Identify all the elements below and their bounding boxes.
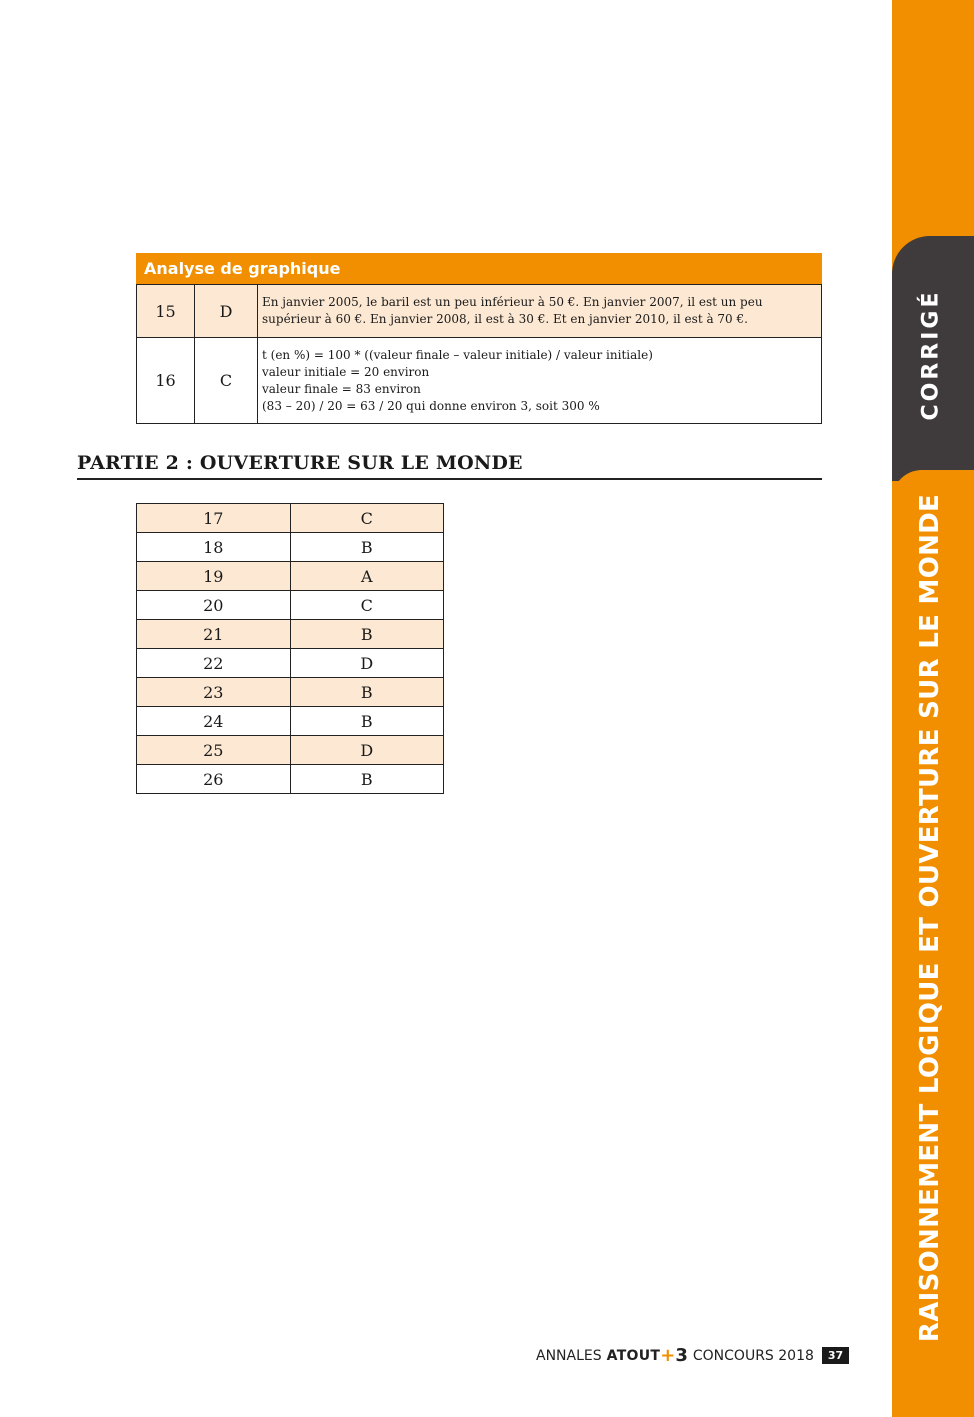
answer-letter: C [195,338,258,424]
question-number: 24 [137,707,291,736]
explanation [258,285,822,338]
explanation-line: supérieur à 60 €. En janvier 2008, il est à 30 €. Et en janvier 2010, il est à 70 €. [262,312,748,326]
footer-annales: ANNALES [536,1347,602,1364]
footer-brand-plus: + [660,1345,676,1366]
question-number: 21 [137,620,291,649]
explanation-line: t (en %) = 100 * ((valeur finale – valeur initiale) / valeur initiale) [262,347,653,362]
table-row [137,649,444,678]
question-number: 15 [137,285,195,338]
explanation-line: (83 – 20) / 20 = 63 / 20 qui donne environ 3, soit 300 % [262,398,600,413]
explanation [258,338,822,424]
analyse-header: Analyse de graphique [136,253,822,284]
question-number: 17 [137,504,291,533]
explanation-line: En janvier 2005, le baril est un peu inférieur à 50 €. En janvier 2007, il est un peu [262,295,763,309]
table-row [137,338,822,424]
table-row [137,504,444,533]
analyse-table [136,284,822,424]
question-number: 16 [137,338,195,424]
section-heading: PARTIE 2 : OUVERTURE SUR LE MONDE [77,452,523,474]
question-number: 18 [137,533,291,562]
table-row [137,285,822,338]
table-row [137,765,444,794]
table-row [137,736,444,765]
table-row [137,533,444,562]
question-number: 20 [137,591,291,620]
page-footer [536,1345,849,1366]
explanation-line: valeur initiale = 20 environ [262,364,430,379]
footer-concours: CONCOURS 2018 [692,1347,814,1364]
question-number: 19 [137,562,291,591]
answer-letter: D [290,736,444,765]
table-row [137,678,444,707]
answer-letter: B [290,678,444,707]
answer-letter: A [290,562,444,591]
answer-letter: B [290,707,444,736]
answer-letter: B [290,620,444,649]
explanation-line: valeur finale = 83 environ [262,381,421,396]
page-number: 37 [822,1347,849,1364]
question-number: 23 [137,678,291,707]
answer-letter: C [290,504,444,533]
table-row [137,707,444,736]
question-number: 22 [137,649,291,678]
heading-rule [77,478,822,480]
answer-letter: D [195,285,258,338]
table-row [137,591,444,620]
answer-letter: D [290,649,444,678]
table-row [137,562,444,591]
section-title-vertical: RAISONNEMENT LOGIQUE ET OUVERTURE SUR LE MONDE [915,493,945,1343]
answer-letter: B [290,765,444,794]
question-number: 25 [137,736,291,765]
answers-table [136,503,444,794]
answer-letter: B [290,533,444,562]
table-row [137,620,444,649]
footer-brand: ATOUT [606,1347,661,1364]
question-number: 26 [137,765,291,794]
footer-brand-three: 3 [675,1345,688,1366]
corrige-label: CORRIGÉ [918,289,944,421]
answer-letter: C [290,591,444,620]
